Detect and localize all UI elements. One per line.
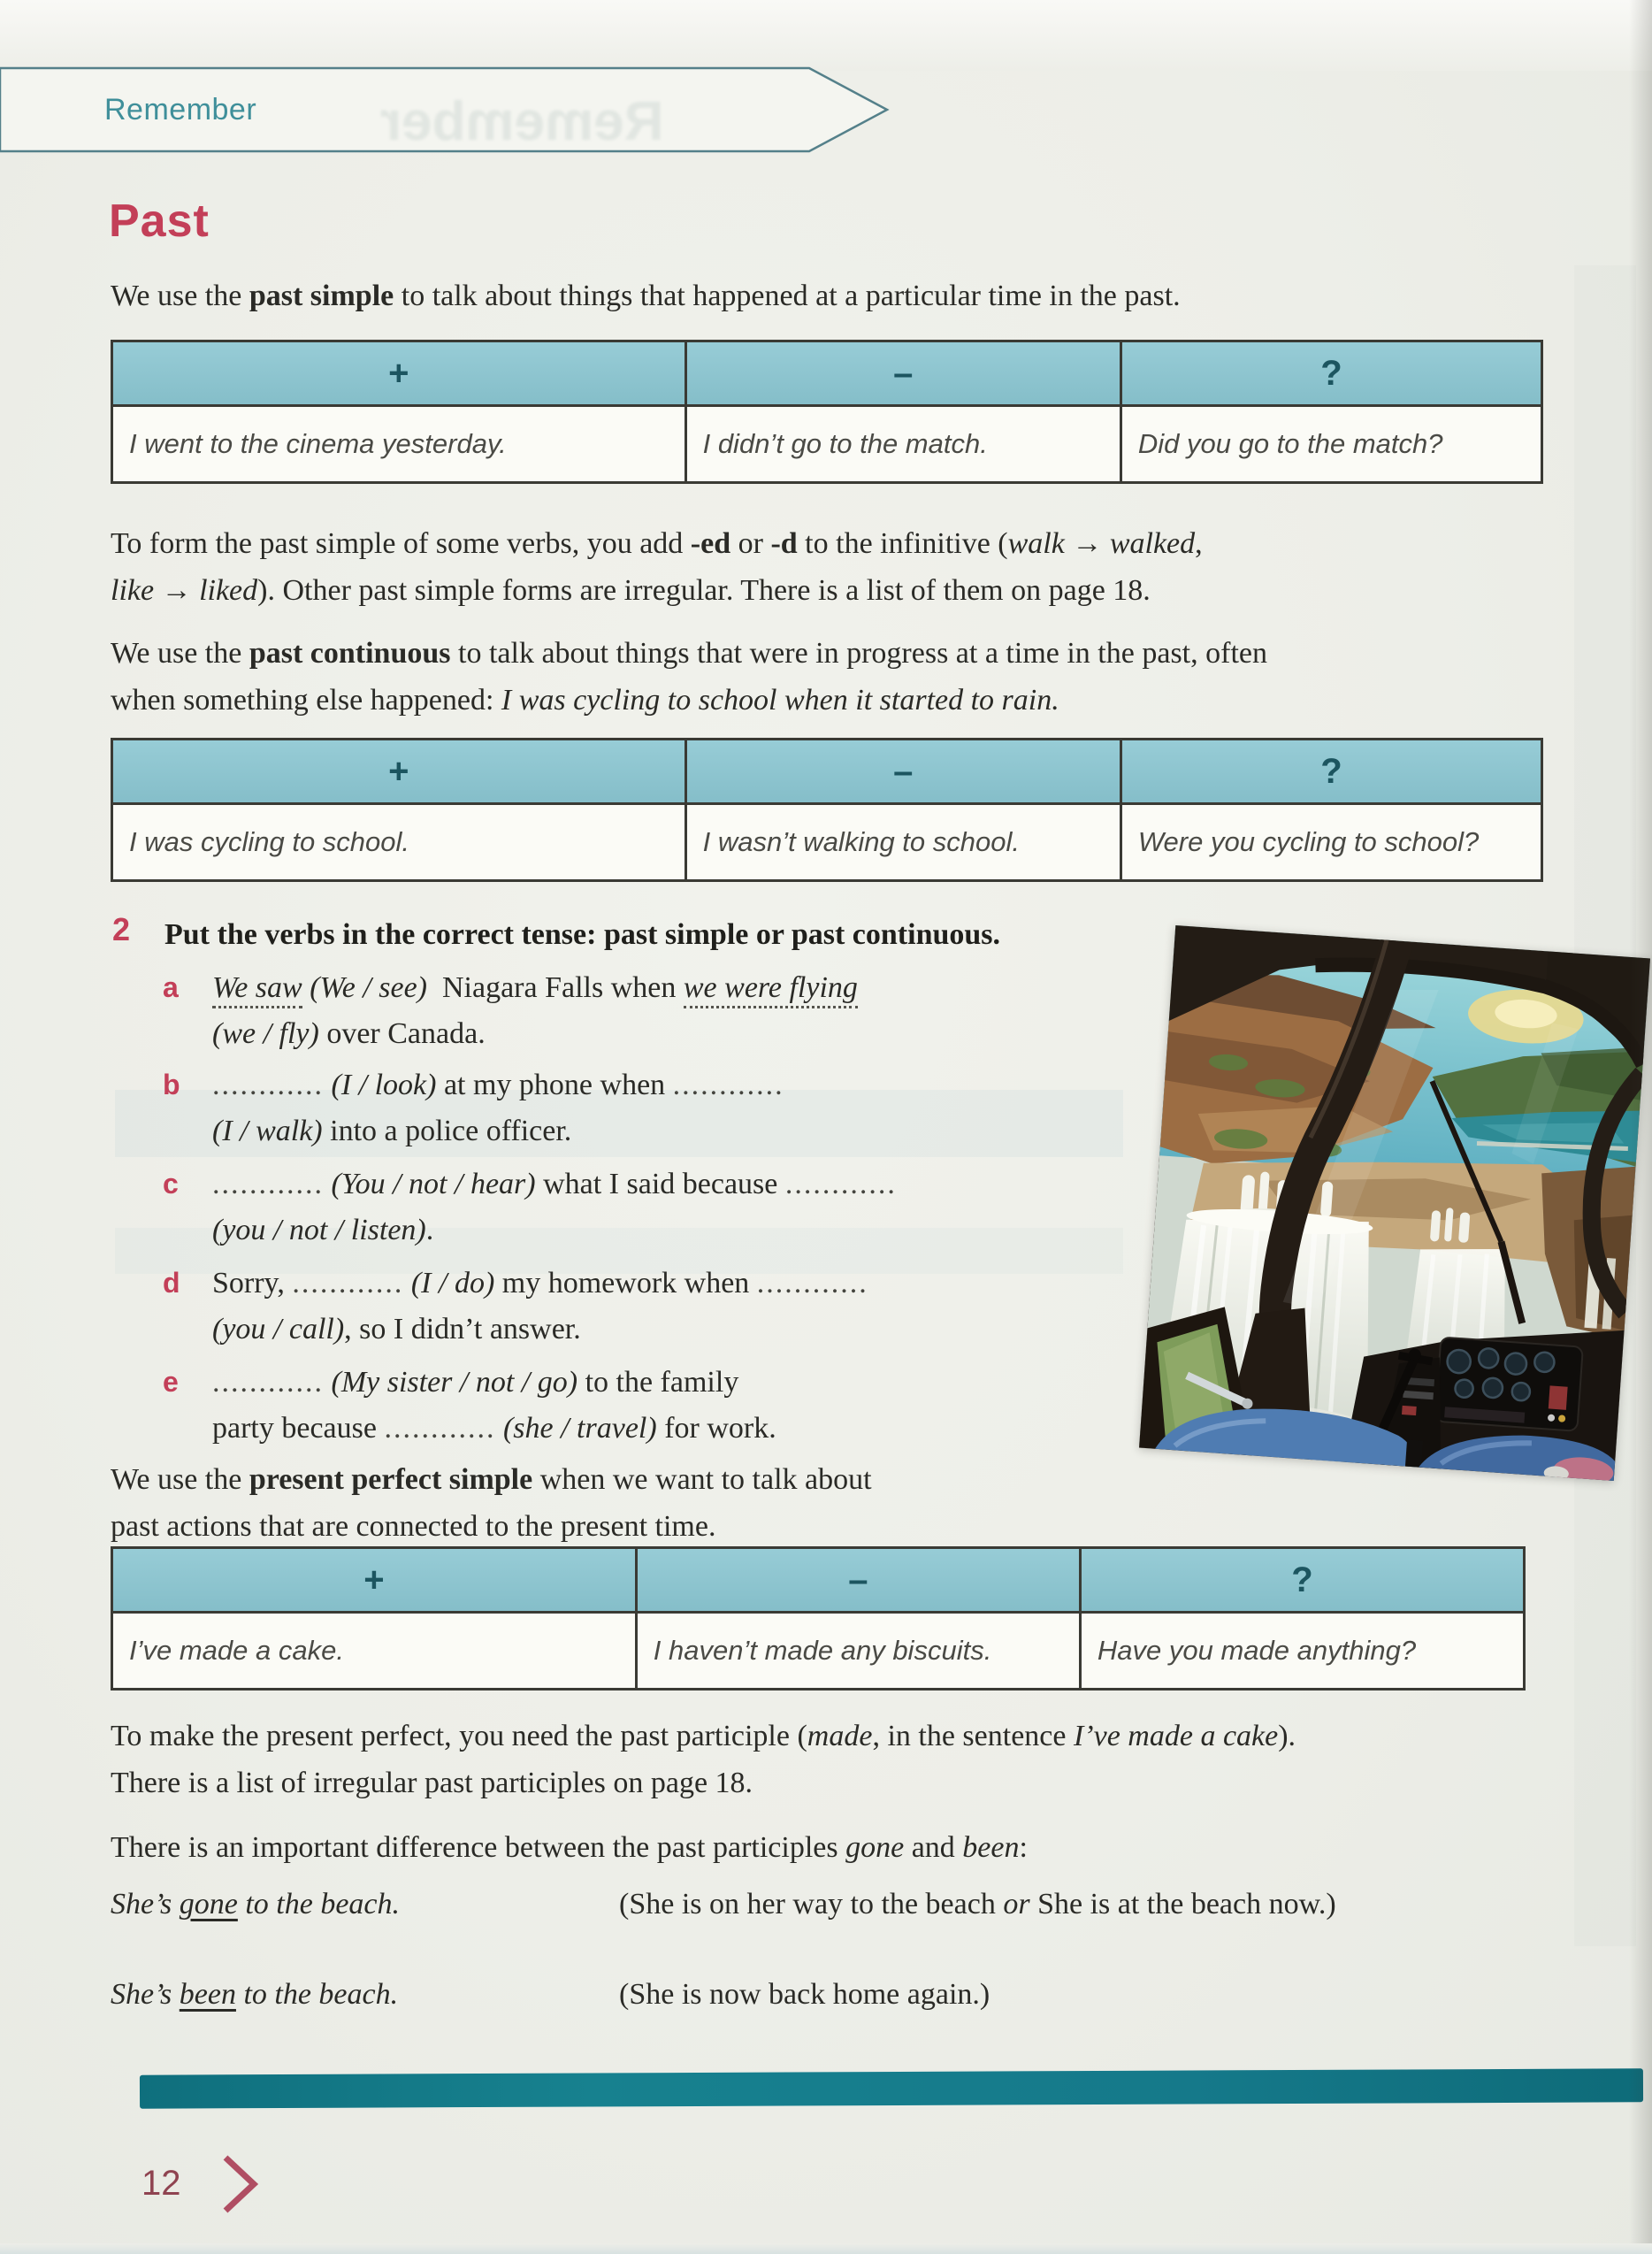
table-cell-question-example: Did you go to the match? <box>1120 407 1541 481</box>
cockpit-photo <box>1139 925 1650 1481</box>
present-perfect-paragraph-line-1: We use the present perfect simple when we want to talk about <box>111 1463 872 1496</box>
exercise-item-d-line-1: Sorry, ............ (I / do) my homework when ............ <box>212 1267 868 1300</box>
table-cell-negative-example: I wasn’t walking to school. <box>685 805 1120 879</box>
present-perfect-paragraph-line-2: past actions that are connected to the present time. <box>111 1510 716 1543</box>
intro-paragraph: We use the past simple to talk about things that happened at a particular time in the past. <box>111 280 1181 312</box>
exercise-title: Put the verbs in the correct tense: past simple or past continuous. <box>164 918 1001 951</box>
table-cell-positive-example: I’ve made a cake. <box>129 1635 344 1666</box>
been-example-sentence: She’s been to the beach. <box>111 1978 399 2011</box>
table-header-cell-negative: – <box>685 740 1120 802</box>
table-cell-positive-example: I went to the cinema yesterday. <box>129 428 507 459</box>
table-header-row <box>113 740 1541 805</box>
table-header-cell-negative: – <box>685 342 1120 404</box>
table-header-cell-negative: – <box>635 1549 1079 1611</box>
exercise-number: 2 <box>112 911 131 947</box>
table-cell-negative-example: I haven’t made any biscuits. <box>635 1614 1079 1688</box>
table-header-cell-question: ? <box>1120 342 1541 404</box>
table-header-row <box>113 342 1541 407</box>
next-page-chevron-icon <box>221 2153 260 2215</box>
present-perfect-table <box>111 1546 1526 1690</box>
exercise-item-a-line-1: We saw (We / see) Niagara Falls when we were flying <box>212 964 858 1011</box>
section-title: Past <box>109 196 210 247</box>
past-continuous-table <box>111 738 1543 882</box>
exercise-item-e-line-1: ............ (My sister / not / go) to the family <box>212 1366 739 1399</box>
exercise-item-b-line-1: ............ (I / look) at my phone when ............ <box>212 1069 784 1101</box>
make-paragraph-line-2: There is a list of irregular past participles on page 18. <box>111 1767 753 1799</box>
form-paragraph-line-2: like → liked). Other past simple forms are irregular. There is a list of them on page 18. <box>111 574 1151 607</box>
item-label-a: a <box>163 971 179 1003</box>
difference-paragraph: There is an important difference between the past participles gone and been: <box>111 1831 1028 1864</box>
table-header-cell-positive: + <box>388 751 409 791</box>
item-label-e: e <box>163 1366 179 1398</box>
continuous-paragraph-line-1: We use the past continuous to talk about things that were in progress at a time in the past, often <box>111 637 1267 670</box>
table-cell-question-example: Have you made anything? <box>1079 1614 1523 1688</box>
table-body-row <box>113 1614 1523 1688</box>
item-label-b: b <box>163 1069 180 1100</box>
helicopter-waterfall-scene <box>1139 925 1650 1481</box>
table-body-row <box>113 407 1541 481</box>
gone-example-sentence: She’s gone to the beach. <box>111 1888 401 1920</box>
banner-label: Remember <box>104 92 257 126</box>
past-simple-table <box>111 340 1543 484</box>
continuous-paragraph-line-2: when something else happened: I was cycling to school when it started to rain. <box>111 684 1059 717</box>
table-header-cell-question: ? <box>1120 740 1541 802</box>
gone-example-explanation: (She is on her way to the beach or She is at the beach now.) <box>619 1888 1336 1920</box>
page-number: 12 <box>141 2164 181 2203</box>
page-top-edge <box>0 0 1652 71</box>
table-cell-question-example: Were you cycling to school? <box>1120 805 1541 879</box>
table-header-cell-question: ? <box>1079 1549 1523 1611</box>
showthrough-ghost-text: Remember <box>380 91 664 152</box>
exercise-item-b-line-2: (I / walk) into a police officer. <box>212 1115 572 1147</box>
table-header-row <box>113 1549 1523 1614</box>
been-example-explanation: (She is now back home again.) <box>619 1978 990 2011</box>
exercise-item-a-line-2: (we / fly) over Canada. <box>212 1017 486 1050</box>
scan-right-shadow <box>1629 0 1652 2254</box>
table-header-cell-positive: + <box>363 1560 385 1599</box>
table-cell-positive-example: I was cycling to school. <box>129 826 410 857</box>
page-bottom-edge <box>0 2243 1652 2254</box>
exercise-item-c-line-1: ............ (You / not / hear) what I said because ............ <box>212 1168 897 1200</box>
table-body-row <box>113 805 1541 879</box>
table-cell-negative-example: I didn’t go to the match. <box>685 407 1120 481</box>
item-label-c: c <box>163 1168 179 1200</box>
make-paragraph-line-1: To make the present perfect, you need the past participle (made, in the sentence I’ve made a cake). <box>111 1720 1296 1752</box>
exercise-item-d-line-2: (you / call), so I didn’t answer. <box>212 1313 581 1346</box>
exercise-item-e-line-2: party because ............ (she / travel) for work. <box>212 1412 776 1445</box>
bottom-accent-bar <box>140 2068 1643 2108</box>
form-paragraph-line-1: To form the past simple of some verbs, you add -ed or -d to the infinitive (walk → walked, <box>111 527 1203 560</box>
table-header-cell-positive: + <box>388 353 409 393</box>
exercise-item-c-line-2: (you / not / listen). <box>212 1214 434 1246</box>
item-label-d: d <box>163 1267 180 1299</box>
